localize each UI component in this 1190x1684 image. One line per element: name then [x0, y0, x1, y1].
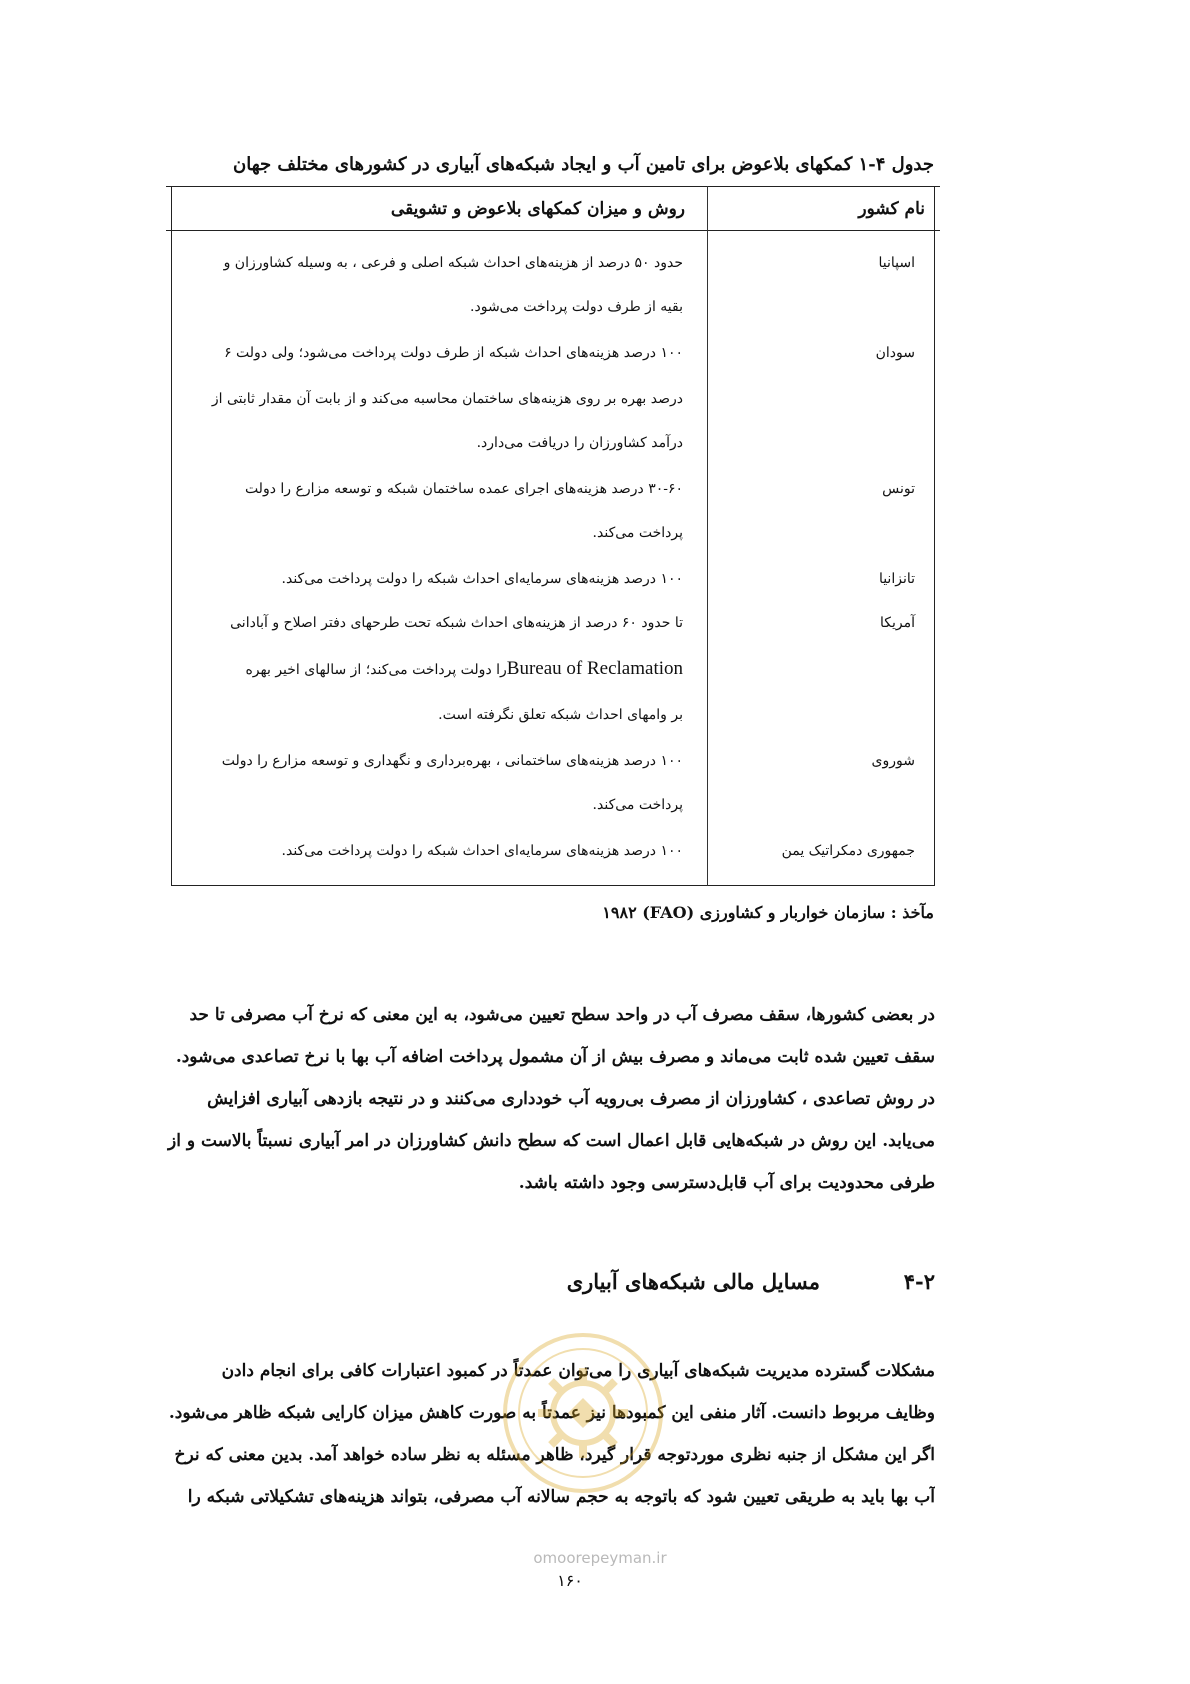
table-source: مآخذ : سازمان خواربار و کشاورزی (FAO) ۱۹۸۲	[602, 903, 934, 922]
latin-term: Bureau of Reclamation	[506, 658, 683, 679]
table-row-method-line: پرداخت می‌کند.	[592, 525, 683, 541]
table-row-method-text: را دولت پرداخت می‌کند؛ از سالهای اخیر بهره	[245, 662, 507, 678]
table-title: جدول ۴-۱ کمکهای بلاعوض برای تامین آب و ایجاد شبکه‌های آبیاری در کشورهای مختلف جهان	[232, 154, 934, 175]
table-row-country: آمریکا	[879, 615, 915, 631]
table-row-method-line: ۱۰۰ درصد هزینه‌های احداث شبکه از طرف دولت پرداخت می‌شود؛ ولی دولت ۶	[224, 345, 683, 361]
paragraph-line: سقف تعیین شده ثابت می‌ماند و مصرف بیش از آن مشمول پرداخت اضافه آب بها با نرخ تصاعدی می‌شود.	[175, 1047, 935, 1067]
table-header-method: روش و میزان کمکهای بلاعوض و تشویقی	[390, 199, 685, 219]
page-number: ۱۶۰	[557, 1571, 583, 1590]
paragraph-line: وظایف مربوط دانست. آثار منفی این کمبودها نیز عمدتاً به صورت کاهش میزان کارایی شبکه ظاهر می‌شود.	[168, 1403, 935, 1423]
table-row-method-line: تا حدود ۶۰ درصد از هزینه‌های احداث شبکه تحت طرحهای دفتر اصلاح و آبادانی	[230, 615, 683, 631]
table-row-method-line: درصد بهره بر روی هزینه‌های ساختمان محاسبه می‌کند و از بابت آن مقدار ثابتی از	[211, 391, 683, 407]
table-row-method-line: ۱۰۰ درصد هزینه‌های سرمایه‌ای احداث شبکه را دولت پرداخت می‌کند.	[281, 571, 683, 587]
table-row-method-line: پرداخت می‌کند.	[592, 797, 683, 813]
paragraph-2	[129, 1350, 935, 1518]
paragraph-line: در بعضی کشورها، سقف مصرف آب در واحد سطح تعیین می‌شود، به این معنی که نرخ آب مصرفی تا حد	[189, 1005, 935, 1025]
table-row-country: اسپانیا	[878, 255, 915, 271]
table-row-method-line: ۱۰۰ درصد هزینه‌های سرمایه‌ای احداث شبکه را دولت پرداخت می‌کند.	[281, 843, 683, 859]
section-heading	[135, 1262, 935, 1302]
table-row-country: جمهوری دمکراتیک یمن	[781, 843, 915, 859]
table-row-country: تونس	[882, 481, 915, 497]
watermark-text: omoorepeyman.ir	[533, 1549, 667, 1567]
table-row-country: تانزانیا	[878, 571, 915, 587]
paragraph-line: اگر این مشکل از جنبه نظری موردتوجه قرار گیرد، ظاهر مسئله به نظر ساده خواهد آمد. بدین معنی که نرخ	[174, 1445, 935, 1465]
table-row-country: شوروی	[871, 753, 915, 769]
paragraph-line: در روش تصاعدی ، کشاورزان از مصرف بی‌رویه آب خودداری می‌کنند و در نتیجه بازدهی آبیاری افزایش	[207, 1089, 935, 1109]
table-column-divider	[707, 186, 708, 886]
paragraph-1	[129, 994, 935, 1204]
table-row-method-line: درآمد کشاورزان را دریافت می‌دارد.	[476, 435, 683, 451]
table-row-country: سودان	[875, 345, 915, 361]
table-row-method-line: ۱۰۰ درصد هزینه‌های ساختمانی ، بهره‌برداری و نگهداری و توسعه مزارع را دولت	[221, 753, 683, 769]
table-row-method-line: ۳۰-۶۰ درصد هزینه‌های اجرای عمده ساختمان شبکه و توسعه مزارع را دولت	[244, 481, 683, 497]
table-row-method-line: حدود ۵۰ درصد از هزینه‌های احداث شبکه اصلی و فرعی ، به وسیله کشاورزان و	[223, 255, 683, 271]
table-row-method-line: بقیه از طرف دولت پرداخت می‌شود.	[470, 299, 683, 315]
paragraph-line: مشکلات گسترده مدیریت شبکه‌های آبیاری را می‌توان عمدتاً در کمبود اعتبارات کافی برای انجام دادن	[221, 1361, 935, 1381]
section-title: مسایل مالی شبکه‌های آبیاری	[566, 1269, 820, 1294]
paragraph-line: آب بها باید به طریقی تعیین شود که باتوجه به حجم سالانه آب مصرفی، بتواند هزینه‌های تشکیلاتی شبکه را	[187, 1487, 935, 1507]
paragraph-line: می‌یابد. این روش در شبکه‌هایی قابل اعمال است که سطح دانش کشاورزان در امر آبیاری نسبتاً بالاست و از	[168, 1131, 935, 1151]
table-header-country: نام کشور	[858, 199, 925, 219]
paragraph-line: طرفی محدودیت برای آب قابل‌دسترسی وجود داشته باشد.	[518, 1173, 935, 1193]
section-number: ۴-۲	[903, 1269, 935, 1294]
table-row-method-line	[168, 646, 683, 693]
table-row-method-line: بر وامهای احداث شبکه تعلق نگرفته است.	[438, 707, 683, 723]
